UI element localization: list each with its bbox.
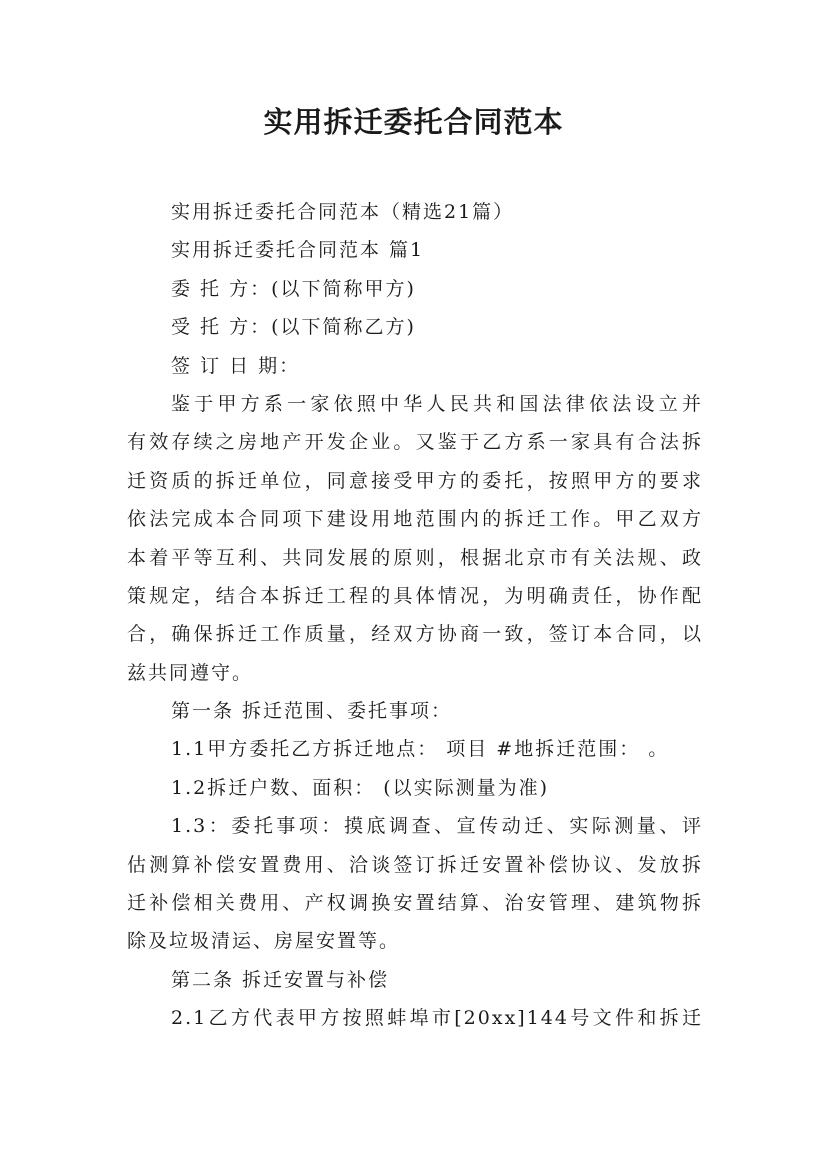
body-line: 本着平等互利、共同发展的原则，根据北京市有关法规、政: [127, 546, 703, 569]
body-line: 签 订 日 期：: [171, 354, 301, 377]
body-line: 2.1乙方代表甲方按照蚌埠市[20xx]144号文件和拆迁: [171, 1007, 703, 1030]
body-line: 受 托 方：(以下简称乙方): [171, 316, 416, 339]
document-title: 实用拆迁委托合同范本: [263, 105, 564, 139]
body-line: 除及垃圾清运、房屋安置等。: [127, 930, 401, 953]
body-line: 实用拆迁委托合同范本（精选21篇）: [171, 201, 515, 223]
body-line: 依法完成本合同项下建设用地范围内的拆迁工作。甲乙双方: [127, 508, 703, 531]
body-line: 委 托 方：(以下简称甲方): [171, 277, 416, 300]
body-line: 1.2拆迁户数、面积： (以实际测量为准): [171, 776, 550, 799]
body-line: 1.1甲方委托乙方拆迁地点： 项目 #地拆迁范围： 。: [171, 738, 670, 761]
body-line: 第一条 拆迁范围、委托事项：: [171, 700, 453, 723]
body-line: 兹共同遵守。: [127, 661, 254, 684]
body-line: 迁资质的拆迁单位，同意接受甲方的委托，按照甲方的要求: [127, 469, 703, 492]
body-line: 策规定，结合本拆迁工程的具体情况，为明确责任，协作配: [127, 584, 703, 607]
body-line: 估测算补偿安置费用、洽谈签订拆迁安置补偿协议、发放拆: [127, 853, 703, 876]
document-body: [127, 193, 703, 1038]
body-line: 合，确保拆迁工作质量，经双方协商一致，签订本合同，以: [127, 623, 703, 646]
body-line: 1.3：委托事项：摸底调查、宣传动迁、实际测量、评: [171, 815, 703, 838]
body-line: 有效存续之房地产开发企业。又鉴于乙方系一家具有合法拆: [127, 431, 703, 454]
body-line: 鉴于甲方系一家依照中华人民共和国法律依法设立并: [171, 392, 703, 415]
body-line: 迁补偿相关费用、产权调换安置结算、治安管理、建筑物拆: [127, 892, 703, 915]
body-line: 实用拆迁委托合同范本 篇1: [171, 239, 425, 262]
body-line: 第二条 拆迁安置与补偿: [171, 968, 390, 991]
